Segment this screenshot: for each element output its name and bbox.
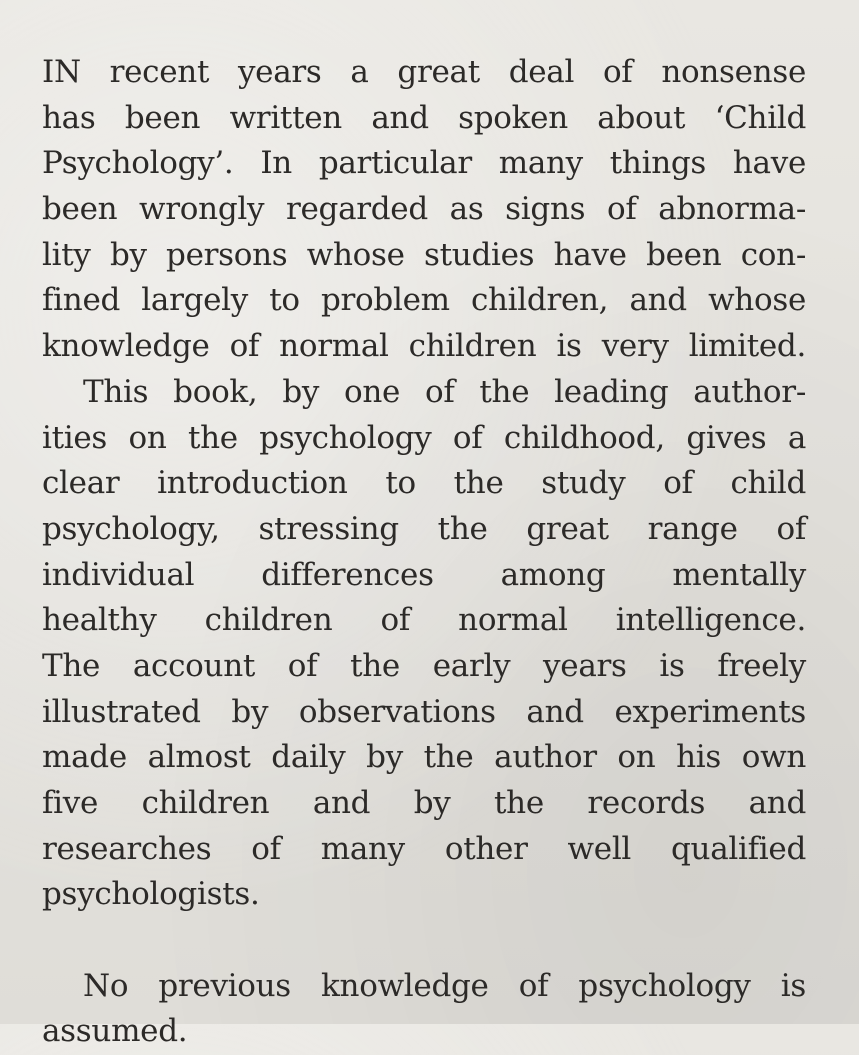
blurb-line: The account of the early years is freely <box>42 647 806 684</box>
blurb-line: healthy children of normal intelligence. <box>42 602 806 639</box>
blurb-line: been wrongly regarded as signs of abnorma- <box>42 191 806 228</box>
blurb-line: ities on the psychology of childhood, gives a <box>42 419 806 456</box>
blurb-text <box>42 50 806 1055</box>
blurb-line: fined largely to problem children, and whose <box>42 282 806 319</box>
blurb-line: individual differences among mentally <box>42 556 806 593</box>
blurb-line: This book, by one of the leading author- <box>83 373 806 410</box>
blurb-line: five children and by the records and <box>42 785 806 821</box>
blurb-line: lity by persons whose studies have been con- <box>42 236 806 273</box>
blurb-line: has been written and spoken about ‘Child <box>42 99 806 136</box>
blurb-line: clear introduction to the study of child <box>42 465 806 502</box>
blurb-line: knowledge of normal children is very limited. <box>42 328 806 365</box>
blurb-line: psychologists. <box>42 876 260 913</box>
blurb-line <box>42 918 806 964</box>
blurb-line: made almost daily by the author on his own <box>42 739 806 776</box>
blurb-line: Psychology’. In particular many things have <box>42 145 806 182</box>
blurb-line: IN recent years a great deal of nonsense <box>42 54 806 90</box>
blurb-line: illustrated by observations and experiments <box>42 693 806 730</box>
blurb-line: psychology, stressing the great range of <box>42 510 806 547</box>
blurb-line: researches of many other well qualified <box>42 830 806 867</box>
blurb-line: No previous knowledge of psychology is <box>83 967 806 1004</box>
blurb-line: assumed. <box>42 1013 188 1050</box>
